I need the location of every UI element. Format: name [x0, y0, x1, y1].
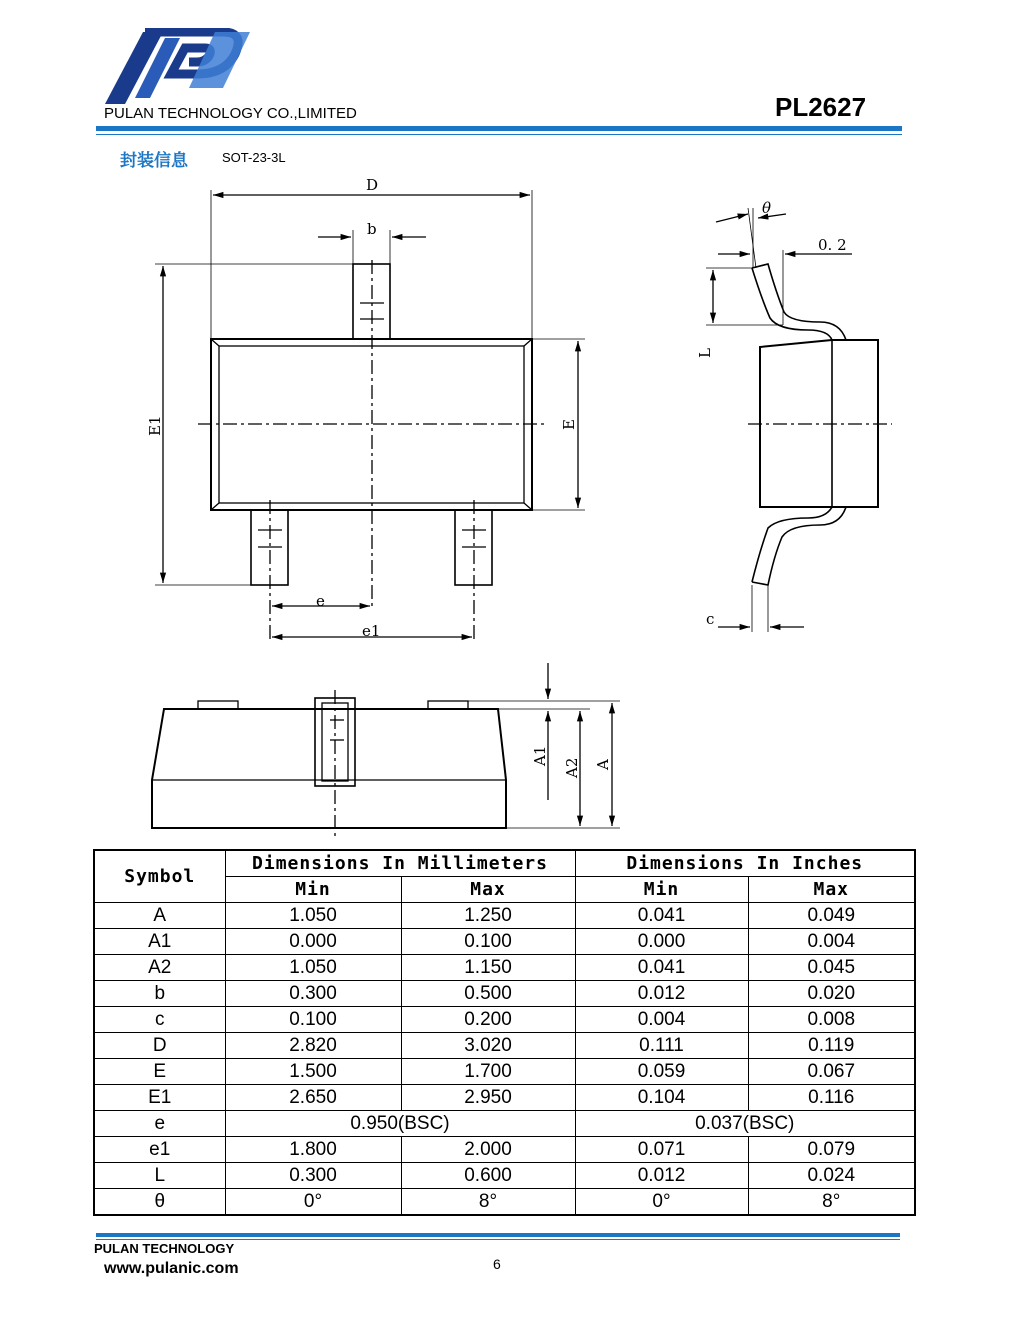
footer-rule: [96, 1233, 900, 1237]
symbol-cell: A1: [94, 929, 225, 955]
table-row: [94, 1111, 915, 1137]
value-cell: 0.500: [401, 981, 575, 1007]
front-view: [152, 663, 620, 836]
label-A: A: [594, 759, 612, 770]
dimensions-table: [93, 849, 916, 1216]
value-cell: 0.037(BSC): [575, 1111, 915, 1137]
table-row: [94, 903, 915, 929]
label-E: E: [560, 419, 578, 430]
label-A1: A1: [531, 745, 549, 766]
symbol-cell: c: [94, 1007, 225, 1033]
value-cell: 0.000: [575, 929, 748, 955]
table-row: [94, 1059, 915, 1085]
symbol-cell: L: [94, 1163, 225, 1189]
value-cell: 0.950(BSC): [225, 1111, 575, 1137]
label-D: D: [366, 176, 379, 194]
value-cell: 0.004: [748, 929, 915, 955]
symbol-cell: θ: [94, 1189, 225, 1216]
inch-header: Dimensions In Inches: [575, 850, 915, 877]
table-row: [94, 1163, 915, 1189]
value-cell: 0.100: [225, 1007, 401, 1033]
value-cell: 0.045: [748, 955, 915, 981]
value-cell: 0.104: [575, 1085, 748, 1111]
label-e: e: [316, 592, 325, 610]
footer-rule-thin: [96, 1239, 900, 1240]
footer-company: PULAN TECHNOLOGY: [94, 1241, 235, 1256]
table-row: [94, 929, 915, 955]
side-view: [706, 208, 892, 632]
label-gauge: 0. 2: [818, 236, 847, 254]
value-cell: 1.500: [225, 1059, 401, 1085]
value-cell: 0.300: [225, 1163, 401, 1189]
mm-header: Dimensions In Millimeters: [225, 850, 575, 877]
table-row: [94, 981, 915, 1007]
value-cell: 0.000: [225, 929, 401, 955]
label-b: b: [367, 220, 377, 238]
value-cell: 2.950: [401, 1085, 575, 1111]
package-name: SOT-23-3L: [222, 150, 286, 165]
value-cell: 0°: [225, 1189, 401, 1216]
value-cell: 0.119: [748, 1033, 915, 1059]
footer-website[interactable]: www.pulanic.com: [104, 1260, 239, 1277]
company-name: PULAN TECHNOLOGY CO.,LIMITED: [104, 105, 357, 122]
symbol-cell: e: [94, 1111, 225, 1137]
value-cell: 0.067: [748, 1059, 915, 1085]
value-cell: 0.012: [575, 1163, 748, 1189]
value-cell: 0.071: [575, 1137, 748, 1163]
table-row: [94, 955, 915, 981]
value-cell: 0.041: [575, 903, 748, 929]
value-cell: 0°: [575, 1189, 748, 1216]
value-cell: 8°: [401, 1189, 575, 1216]
symbol-cell: A: [94, 903, 225, 929]
value-cell: 0.059: [575, 1059, 748, 1085]
symbol-cell: E1: [94, 1085, 225, 1111]
value-cell: 0.100: [401, 929, 575, 955]
value-cell: 1.050: [225, 955, 401, 981]
value-cell: 0.008: [748, 1007, 915, 1033]
value-cell: 0.200: [401, 1007, 575, 1033]
symbol-cell: e1: [94, 1137, 225, 1163]
table-row: [94, 1085, 915, 1111]
value-cell: 3.020: [401, 1033, 575, 1059]
mm-max-header: Max: [401, 877, 575, 903]
value-cell: 0.116: [748, 1085, 915, 1111]
label-A2: A2: [563, 757, 581, 778]
label-e1: e1: [362, 622, 381, 640]
value-cell: 0.004: [575, 1007, 748, 1033]
value-cell: 0.079: [748, 1137, 915, 1163]
part-number: PL2627: [775, 92, 867, 122]
value-cell: 1.800: [225, 1137, 401, 1163]
in-max-header: Max: [748, 877, 915, 903]
top-view: [155, 190, 585, 640]
value-cell: 8°: [748, 1189, 915, 1216]
symbol-cell: D: [94, 1033, 225, 1059]
label-E1: E1: [146, 415, 164, 436]
value-cell: 0.600: [401, 1163, 575, 1189]
value-cell: 1.250: [401, 903, 575, 929]
table-row: [94, 1189, 915, 1216]
value-cell: 1.150: [401, 955, 575, 981]
package-section-title: 封装信息: [120, 151, 188, 170]
in-min-header: Min: [575, 877, 748, 903]
symbol-cell: b: [94, 981, 225, 1007]
mm-min-header: Min: [225, 877, 401, 903]
symbol-cell: E: [94, 1059, 225, 1085]
value-cell: 0.041: [575, 955, 748, 981]
value-cell: 1.050: [225, 903, 401, 929]
label-L: L: [696, 348, 714, 358]
value-cell: 1.700: [401, 1059, 575, 1085]
table-row: [94, 1007, 915, 1033]
symbol-header: Symbol: [94, 850, 225, 903]
value-cell: 0.020: [748, 981, 915, 1007]
value-cell: 2.650: [225, 1085, 401, 1111]
table-row: [94, 1033, 915, 1059]
value-cell: 0.111: [575, 1033, 748, 1059]
value-cell: 0.300: [225, 981, 401, 1007]
value-cell: 0.024: [748, 1163, 915, 1189]
page-number: 6: [493, 1256, 501, 1272]
table-row: [94, 1137, 915, 1163]
value-cell: 2.000: [401, 1137, 575, 1163]
label-theta: θ: [762, 199, 772, 217]
symbol-cell: A2: [94, 955, 225, 981]
value-cell: 0.049: [748, 903, 915, 929]
label-c: c: [706, 610, 715, 628]
value-cell: 2.820: [225, 1033, 401, 1059]
value-cell: 0.012: [575, 981, 748, 1007]
